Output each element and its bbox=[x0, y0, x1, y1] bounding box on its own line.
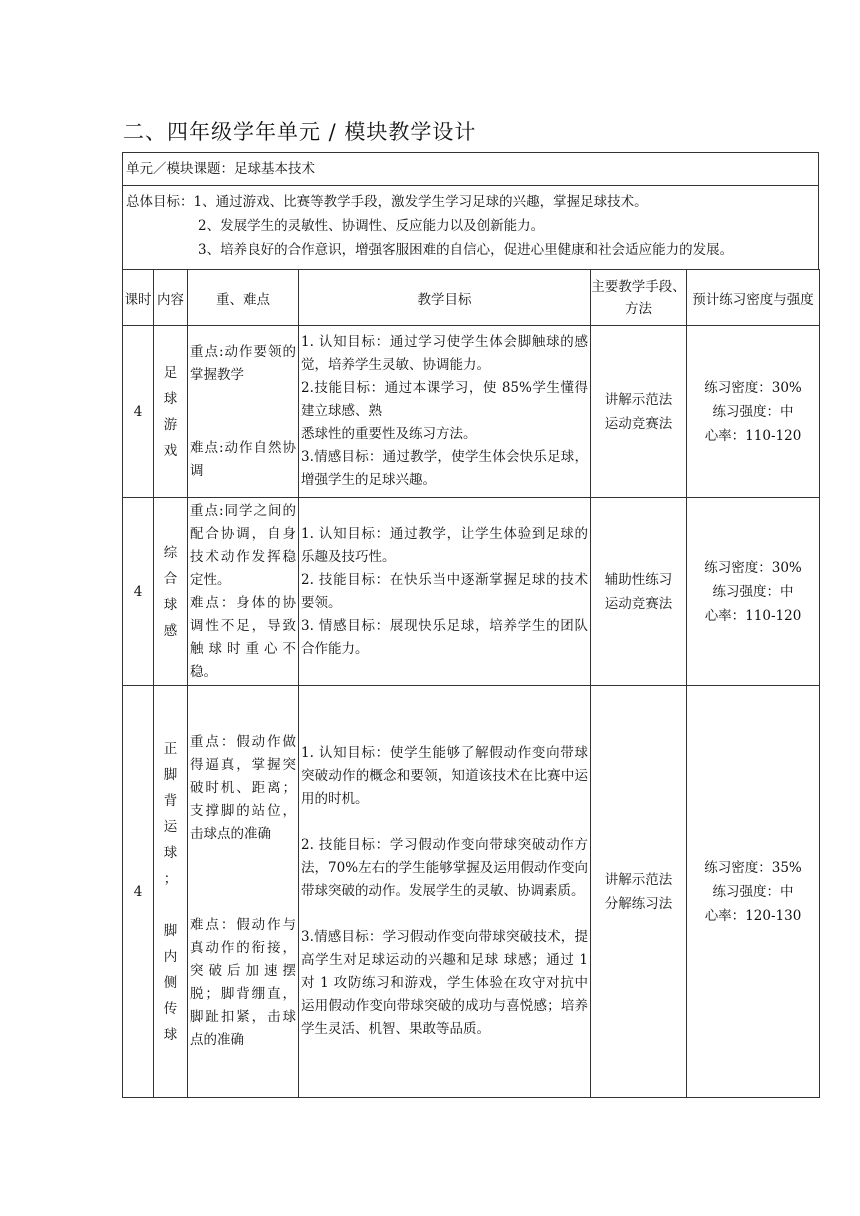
content-char: 脚 bbox=[163, 922, 178, 939]
overall-goal-item: 2、发展学生的灵敏性、协调性、反应能力以及创新能力。 bbox=[198, 218, 545, 234]
content-char: 正 bbox=[163, 740, 178, 757]
row-key-points bbox=[188, 686, 299, 1098]
row-density bbox=[687, 326, 820, 498]
table-row bbox=[123, 686, 820, 1098]
unit-topic bbox=[122, 152, 819, 186]
density-item: 练习密度：30% bbox=[704, 379, 802, 396]
density-item: 练习强度：中 bbox=[712, 583, 794, 600]
content-char: 背 bbox=[163, 792, 178, 809]
row-methods bbox=[591, 498, 687, 686]
content-char: 传 bbox=[163, 1000, 178, 1017]
row-methods bbox=[591, 326, 687, 498]
row-hours: 4 bbox=[123, 686, 154, 1098]
row-content bbox=[154, 498, 188, 686]
density-item: 练习密度：30% bbox=[704, 559, 802, 576]
density-item: 心率：110-120 bbox=[704, 427, 802, 444]
method-item: 讲解示范法 bbox=[604, 871, 673, 888]
method-item: 运动竞赛法 bbox=[604, 595, 673, 612]
row-methods bbox=[591, 686, 687, 1098]
row-content bbox=[154, 686, 188, 1098]
goal-item: 1. 认知目标：使学生能够了解假动作变向带球突破动作的概念和要领，知道该技术在比赛中运用的时机。 bbox=[301, 745, 588, 807]
content-char: 戏 bbox=[163, 442, 178, 459]
key-point: 重点:动作要领的掌握教学 bbox=[190, 343, 296, 383]
difficulty-point: 难点：身体的协调性不足，导致触球时重心不稳。 bbox=[190, 594, 296, 680]
goal-item: 3. 情感目标：展现快乐足球，培养学生的团队合作能力。 bbox=[301, 617, 588, 657]
density-item: 练习密度：35% bbox=[704, 859, 802, 876]
goal-item: 1. 认知目标：通过教学，让学生体验到足球的乐趣及技巧性。 bbox=[301, 525, 588, 565]
key-point: 重点:同学之间的配合协调，自身技术动作发挥稳定性。 bbox=[190, 502, 296, 588]
goal-item: 2. 技能目标：学习假动作变向带球突破动作方法，70%左右的学生能够掌握及运用假动作变向带球突破的动作。发展学生的灵敏、协调素质。 bbox=[301, 837, 588, 899]
difficulty-point: 难点:动作自然协调 bbox=[190, 439, 296, 479]
row-key-points bbox=[188, 326, 299, 498]
content-char: 球 bbox=[163, 390, 178, 407]
row-key-points bbox=[188, 498, 299, 686]
overall-goal bbox=[122, 185, 819, 270]
content-char: 球 bbox=[163, 1026, 178, 1043]
content-char: 游 bbox=[163, 416, 178, 433]
row-hours: 4 bbox=[123, 498, 154, 686]
difficulty-point: 难点：假动作与真动作的衔接，突破后加速摆脱；脚背绷直，脚趾扣紧，击球点的准确 bbox=[190, 917, 296, 1048]
overall-goal-item: 1、通过游戏、比赛等教学手段，激发学生学习足球的兴趣，掌握足球技术。 bbox=[193, 194, 648, 210]
header-density: 预计练习密度与强度 bbox=[687, 270, 820, 326]
method-item: 辅助性练习 bbox=[604, 571, 673, 588]
density-item: 练习强度：中 bbox=[712, 883, 794, 900]
lesson-plan-table bbox=[122, 269, 820, 1098]
content-char: 球 bbox=[163, 844, 178, 861]
table-row bbox=[123, 498, 820, 686]
row-hours: 4 bbox=[123, 326, 154, 498]
goal-item: 2.技能目标：通过本课学习，使 85%学生懂得建立球感、熟 bbox=[301, 380, 588, 419]
goal-item: 2. 技能目标：在快乐当中逐渐掌握足球的技术要领。 bbox=[301, 571, 588, 611]
goal-item: 1. 认知目标：通过学习使学生体会脚触球的感觉，培养学生灵敏、协调能力。 bbox=[301, 334, 588, 373]
goal-item: 悉球性的重要性及练习方法。 bbox=[301, 426, 477, 442]
header-hours: 课时 bbox=[123, 270, 154, 326]
content-char: 综 bbox=[163, 544, 178, 561]
content-char: 脚 bbox=[163, 766, 178, 783]
goal-item: 3.情感目标：通过教学，使学生体会快乐足球，增强学生的足球兴趣。 bbox=[301, 449, 588, 488]
method-item: 分解练习法 bbox=[604, 895, 673, 912]
content-char: 足 bbox=[163, 364, 178, 381]
header-key-points: 重、难点 bbox=[188, 270, 299, 326]
page-title: 二、四年级学年单元 / 模块教学设计 bbox=[123, 120, 477, 144]
content-char: 运 bbox=[163, 818, 178, 835]
content-char: 侧 bbox=[163, 974, 178, 991]
overall-goal-item: 3、培养良好的合作意识，增强客服困难的自信心，促进心里健康和社会适应能力的发展。 bbox=[198, 242, 734, 258]
content-char: 球 bbox=[163, 596, 178, 613]
row-density bbox=[687, 686, 820, 1098]
content-char: 感 bbox=[163, 622, 178, 639]
method-item: 讲解示范法 bbox=[604, 391, 673, 408]
row-goals bbox=[299, 686, 591, 1098]
content-char: 内 bbox=[163, 948, 178, 965]
header-methods: 主要教学手段、方法 bbox=[591, 270, 687, 326]
row-content bbox=[154, 326, 188, 498]
table-row bbox=[123, 326, 820, 498]
method-item: 运动竞赛法 bbox=[604, 415, 673, 432]
unit-topic-label: 单元／模块课题： bbox=[126, 161, 234, 177]
row-goals bbox=[299, 326, 591, 498]
content-char: 合 bbox=[163, 570, 178, 587]
row-goals bbox=[299, 498, 591, 686]
header-goals: 教学目标 bbox=[299, 270, 591, 326]
key-point: 重点：假动作做得逼真，掌握突破时机、距离；支撑脚的站位，击球点的准确 bbox=[190, 734, 296, 842]
goal-item: 3.情感目标：学习假动作变向带球突破技术，提高学生对足球运动的兴趣和足球 球感；通过 1 对 1 攻防练习和游戏，学生体验在攻守对抗中运用假动作变向带球突破的成功与喜悦感；培养学生灵活、机智、果敢等品质。 bbox=[301, 929, 588, 1037]
unit-topic-value: 足球基本技术 bbox=[234, 161, 315, 177]
row-density bbox=[687, 498, 820, 686]
header-content: 内容 bbox=[154, 270, 188, 326]
density-item: 练习强度：中 bbox=[712, 403, 794, 420]
content-char: ； bbox=[163, 870, 178, 887]
table-header-row bbox=[123, 270, 820, 326]
density-item: 心率：110-120 bbox=[704, 607, 802, 624]
overall-goal-label: 总体目标： bbox=[126, 194, 194, 210]
density-item: 心率：120-130 bbox=[704, 907, 802, 924]
content-spacer bbox=[156, 892, 185, 918]
